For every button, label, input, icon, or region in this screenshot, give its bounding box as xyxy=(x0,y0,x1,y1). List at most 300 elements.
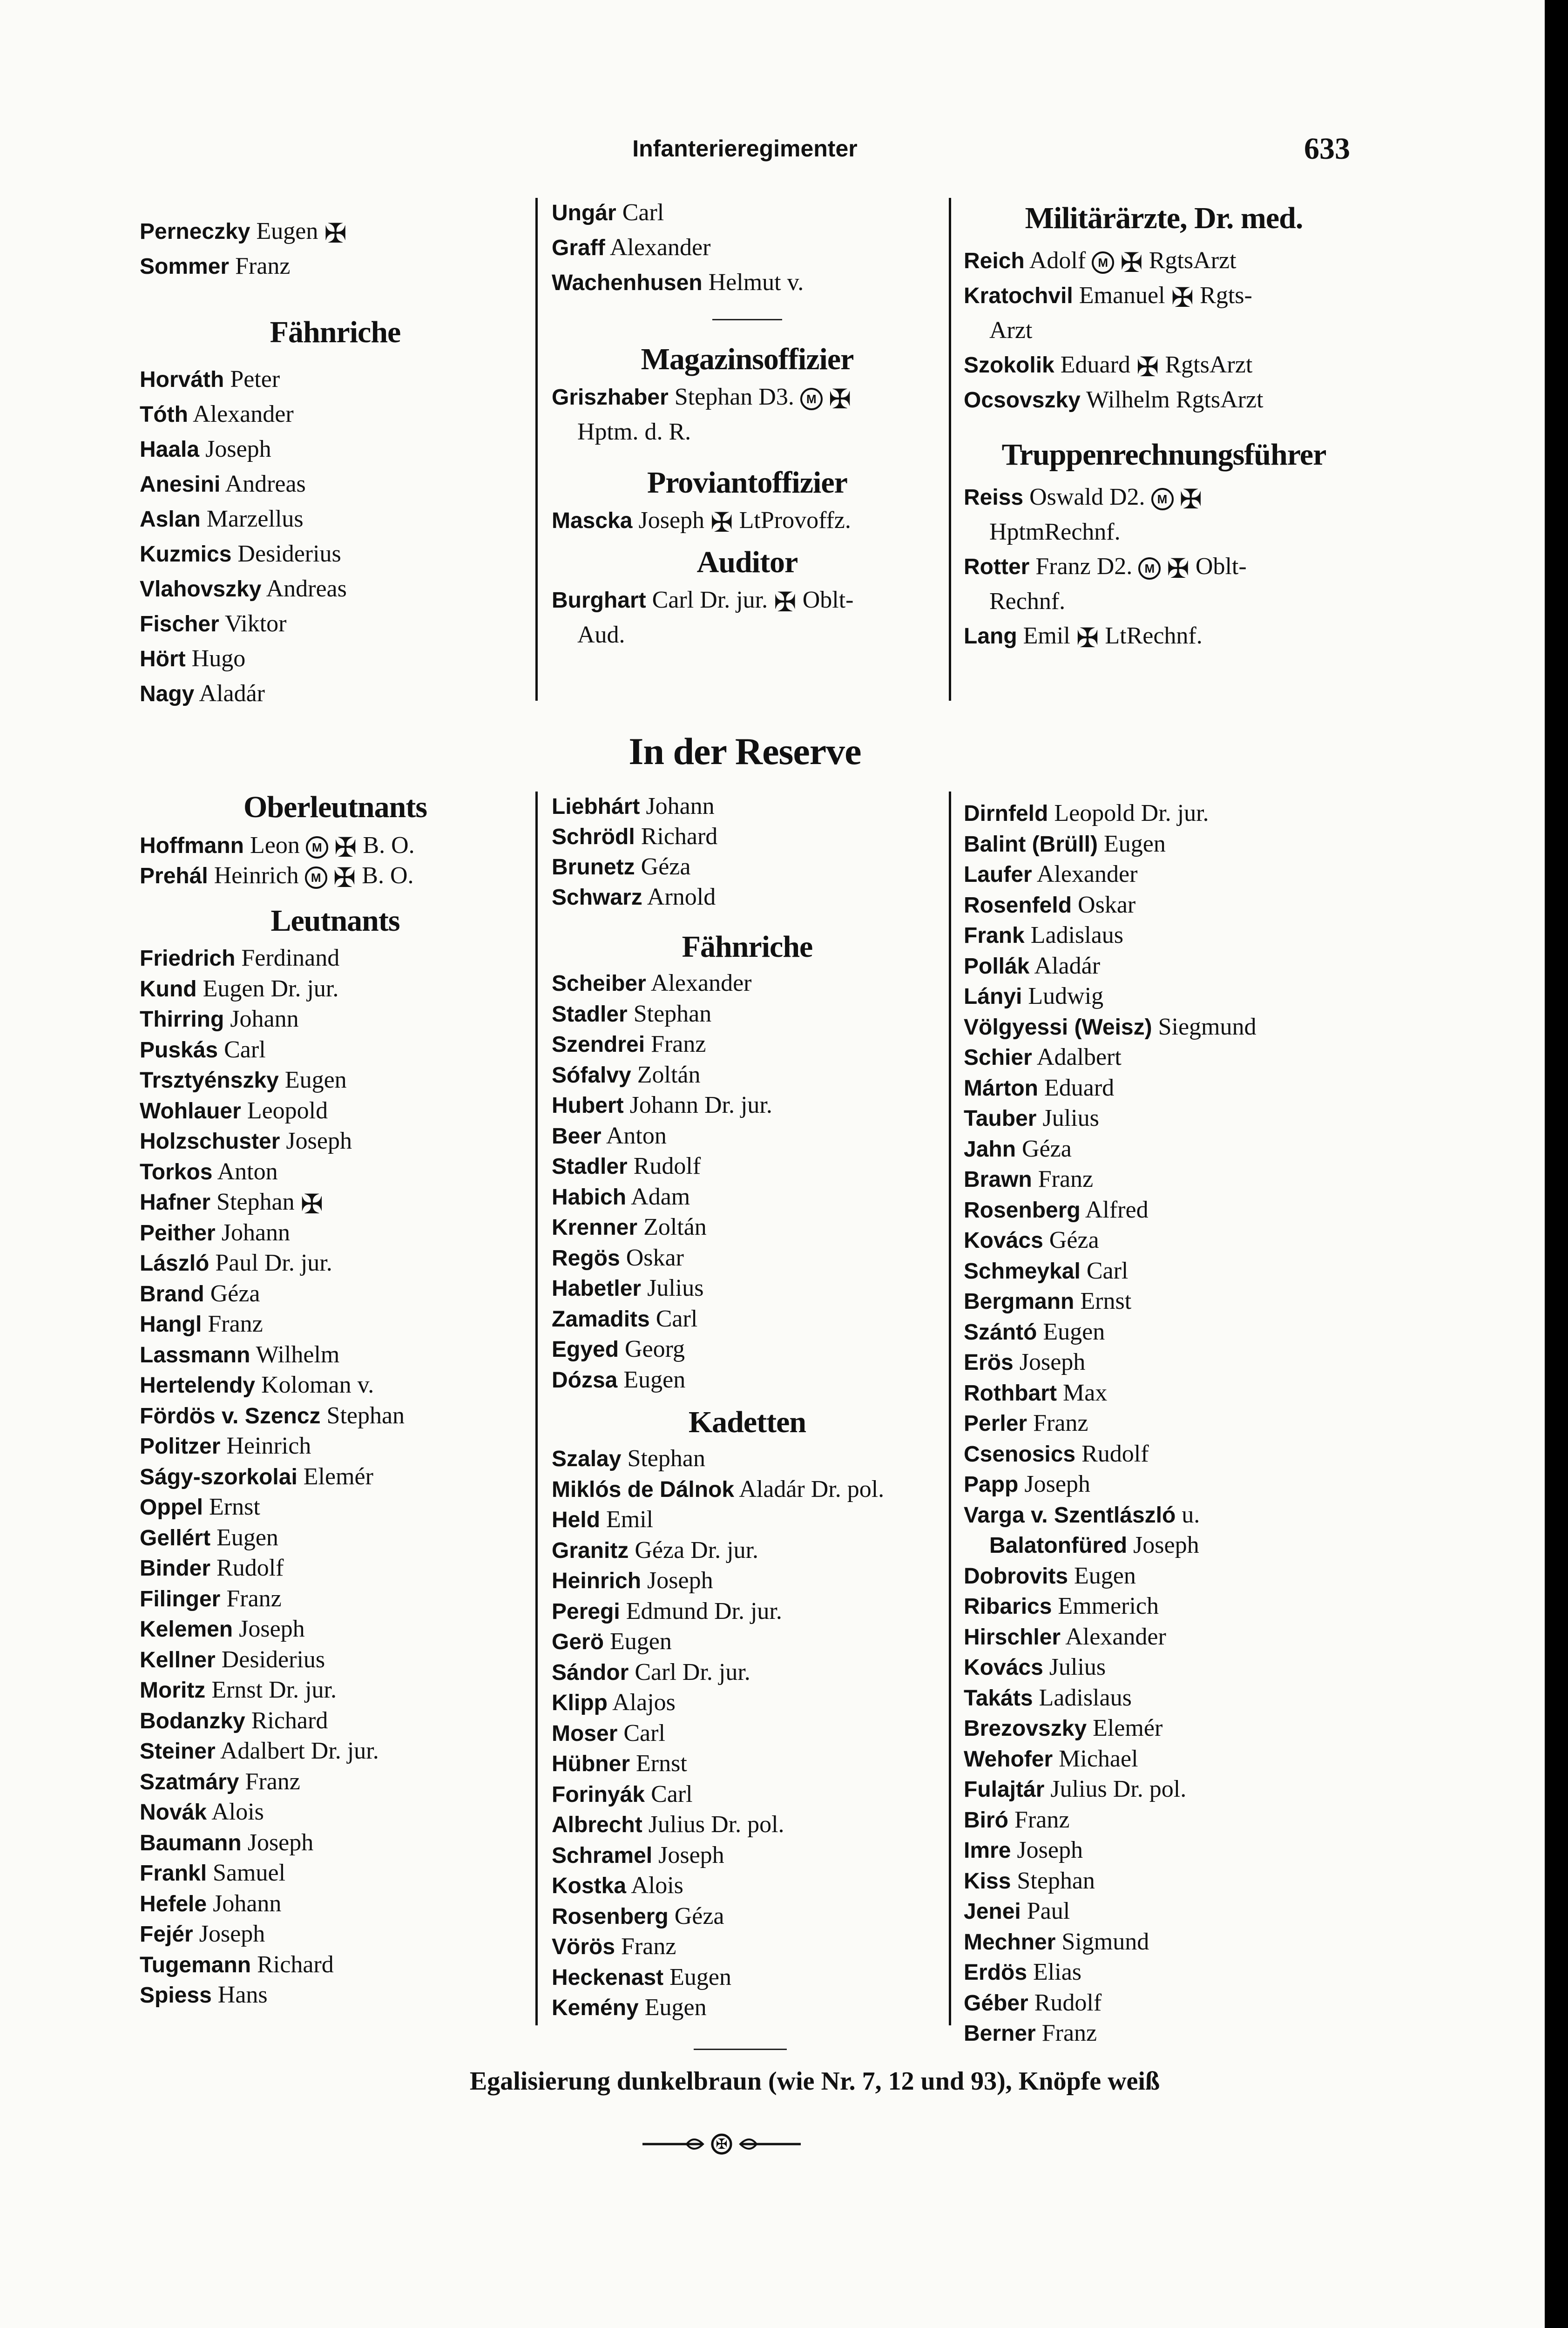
entry-given-name: Franz xyxy=(1041,2020,1097,2046)
entry-surname: Anesini xyxy=(140,472,221,497)
entry-given-name: Carl xyxy=(1086,1257,1129,1284)
entry-surname: Thirring xyxy=(140,1007,224,1032)
entry-surname: Hoffmann xyxy=(140,833,244,858)
entry-anesini xyxy=(140,467,531,502)
entry-given-name: Franz xyxy=(1033,1410,1088,1436)
entry-given-name: Johann xyxy=(221,1219,291,1246)
entry-given-name: Siegmund xyxy=(1158,1013,1257,1040)
entry-surname: Zamadits xyxy=(552,1306,650,1332)
entry-continuation xyxy=(964,313,1364,348)
entry-brezovszky xyxy=(964,1713,1364,1744)
entry-given-name: Rudolf xyxy=(633,1153,701,1179)
column-2-bottom xyxy=(552,792,943,2023)
entry-surname: Schramel xyxy=(552,1843,653,1868)
entry-given-name: Aladár xyxy=(199,680,265,707)
entry-given-name: Carl xyxy=(622,199,664,226)
entry-given-name: Joseph xyxy=(638,507,705,534)
entry-surname: Hubert xyxy=(552,1093,624,1118)
entry-given-name: Emmerich xyxy=(1058,1593,1159,1619)
entry-surname: Schrödl xyxy=(552,825,635,849)
entry-given-name: Paul Dr. jur. xyxy=(215,1250,332,1276)
entry-given-name: Desiderius xyxy=(221,1646,325,1673)
entry-granitz xyxy=(552,1536,943,1566)
entry-continuation-text: Rechnf. xyxy=(989,588,1066,615)
entry-rosenberg xyxy=(552,1902,943,1932)
entry-reiss xyxy=(964,480,1364,515)
entry-rank: LtRechnf. xyxy=(1105,623,1203,649)
entry-haala xyxy=(140,432,531,467)
entry-given-name: Eduard xyxy=(1044,1074,1115,1101)
entry-surname: Jahn xyxy=(964,1137,1016,1162)
entry-surname: Völgyessi (Weisz) xyxy=(964,1015,1152,1040)
entry-rank: Rgts- xyxy=(1200,282,1252,309)
entry-surname: Tóth xyxy=(140,402,188,427)
entry-mechner xyxy=(964,1927,1364,1958)
entry-schier xyxy=(964,1042,1364,1073)
entry-kellner xyxy=(140,1645,531,1676)
entry-baumann xyxy=(140,1828,531,1859)
entry-surname: Rosenberg xyxy=(964,1198,1081,1223)
entry-holzschuster xyxy=(140,1126,531,1157)
entry-given-name: Oswald D2. xyxy=(1029,484,1145,510)
entry-egyed xyxy=(552,1334,943,1365)
medal-icon: M xyxy=(1092,251,1114,274)
entry-geber xyxy=(964,1988,1364,2019)
entry-given-name: Helmut v. xyxy=(708,269,804,296)
entry-surname: Heckenast xyxy=(552,1965,664,1990)
medal-icon: M xyxy=(1151,488,1174,510)
entry-given-name: Eugen Dr. jur. xyxy=(203,975,339,1002)
entry-surname: Horváth xyxy=(140,367,224,392)
entry-surname: Kratochvil xyxy=(964,284,1073,308)
entry-politzer xyxy=(140,1431,531,1462)
cross-decoration-icon: ✠ xyxy=(334,832,357,864)
entry-dirnfeld xyxy=(964,799,1364,829)
entry-kund xyxy=(140,974,531,1005)
entry-surname: Berner xyxy=(964,2021,1036,2046)
entry-horvath xyxy=(140,362,531,397)
entry-brand xyxy=(140,1279,531,1310)
entry-surname: Frank xyxy=(964,923,1025,948)
entry-surname: Gerö xyxy=(552,1630,604,1654)
entry-surname: Pollák xyxy=(964,954,1030,979)
entry-surname: Rothbart xyxy=(964,1381,1057,1406)
entry-given-name: Alois xyxy=(211,1799,264,1825)
entry-surname: Stadler xyxy=(552,1154,628,1179)
entry-surname: Politzer xyxy=(140,1434,221,1459)
entry-pollak xyxy=(964,951,1364,982)
entry-given-name: Emil xyxy=(1023,623,1070,649)
cross-decoration-icon: ✠ xyxy=(324,217,347,250)
entry-given-name: Ludwig xyxy=(1028,983,1104,1009)
entry-ocsovszky xyxy=(964,383,1364,418)
entry-surname: Regös xyxy=(552,1245,620,1271)
entry-rothbart xyxy=(964,1378,1364,1409)
entry-given-name: Eugen xyxy=(256,218,318,244)
entry-surname: Brawn xyxy=(964,1167,1032,1192)
entry-novak xyxy=(140,1797,531,1828)
entry-continuation xyxy=(552,618,943,652)
entry-gero xyxy=(552,1627,943,1658)
column-3-top xyxy=(964,198,1364,654)
medal-icon: M xyxy=(1138,557,1161,580)
entry-given-name: Oskar xyxy=(1078,891,1136,918)
entry-given-name: Carl xyxy=(656,1305,698,1332)
entry-given-name: Ernst Dr. jur. xyxy=(211,1677,337,1703)
entry-given-name: Leopold Dr. jur. xyxy=(1054,800,1209,826)
entry-surname: Szántó xyxy=(964,1320,1037,1345)
entry-surname: Bodanzky xyxy=(140,1708,245,1733)
entry-given-name: Johann xyxy=(213,1890,282,1917)
entry-given-name: Stephan xyxy=(633,1000,712,1027)
entry-graff xyxy=(552,230,943,265)
entry-hubner xyxy=(552,1749,943,1780)
entry-given-name: Julius xyxy=(647,1275,704,1301)
cross-decoration-icon: ✠ xyxy=(1179,483,1203,515)
entry-fulajtar xyxy=(964,1774,1364,1805)
cross-decoration-icon: ✠ xyxy=(1136,351,1159,383)
entry-continuation xyxy=(552,415,943,449)
entry-given-name: Zoltán xyxy=(637,1061,701,1088)
entry-given-name: Edmund Dr. jur. xyxy=(626,1597,782,1624)
entry-given-name: Joseph xyxy=(1019,1349,1086,1375)
entry-given-name: Joseph xyxy=(658,1841,724,1868)
entry-surname: Prehál xyxy=(140,864,208,888)
entry-zamadits xyxy=(552,1304,943,1335)
entry-given-name: Joseph xyxy=(199,1921,265,1947)
entry-continuation-text: Aud. xyxy=(577,622,625,648)
cross-decoration-icon: ✠ xyxy=(1171,282,1194,314)
entry-given-name: Leopold xyxy=(247,1097,328,1124)
section-title-reserve: In der Reserve xyxy=(629,730,861,772)
entry-sandor xyxy=(552,1658,943,1688)
running-head: Infanterieregimenter xyxy=(632,135,858,162)
entry-surname: Moritz xyxy=(140,1678,206,1703)
section-title-proviant: Proviantoffizier xyxy=(647,466,847,500)
column-rule-bottom-right xyxy=(949,792,951,2025)
entry-klipp xyxy=(552,1688,943,1719)
entry-given-name: Johann xyxy=(646,793,715,819)
medal-icon: M xyxy=(305,866,327,889)
cross-decoration-icon: ✠ xyxy=(333,862,356,894)
entry-given-name: Joseph xyxy=(1017,1837,1083,1863)
entry-given-name: Samuel xyxy=(213,1860,286,1886)
entry-toth xyxy=(140,397,531,432)
entry-given-name: Marzellus xyxy=(206,506,304,532)
entry-surname: Dirnfeld xyxy=(964,801,1048,826)
entry-volgyessi-weisz xyxy=(964,1012,1364,1043)
entry-given-name: Alexander xyxy=(1065,1623,1166,1650)
entry-surname: Dózsa xyxy=(552,1367,618,1393)
entry-dobrovits xyxy=(964,1561,1364,1592)
entry-balint-brull xyxy=(964,829,1364,860)
entry-given-name: Alexander xyxy=(1036,861,1138,887)
entry-given-name: Stephan xyxy=(1017,1867,1095,1894)
entry-hubert xyxy=(552,1090,943,1121)
entry-surname: Hafner xyxy=(140,1190,211,1215)
entry-kelemen xyxy=(140,1614,531,1645)
entry-szatmary xyxy=(140,1767,531,1798)
entry-given-name: Carl xyxy=(651,1780,693,1807)
entry-surname: Takáts xyxy=(964,1685,1033,1711)
entry-surname: Egyed xyxy=(552,1337,619,1362)
entry-peregi xyxy=(552,1597,943,1627)
entry-given-name: Alexander xyxy=(650,970,752,996)
entry-surname: Kelemen xyxy=(140,1617,233,1642)
entry-hertelendy xyxy=(140,1370,531,1401)
entry-surname: Moser xyxy=(552,1721,618,1746)
column-1-bottom xyxy=(140,787,531,2011)
entry-heckenast xyxy=(552,1963,943,1993)
entry-surname: Perneczky xyxy=(140,219,250,244)
entry-given-name: Oskar xyxy=(626,1244,684,1271)
entry-surname: Wohlauer xyxy=(140,1098,241,1123)
entry-surname: Brezovszky xyxy=(964,1716,1087,1741)
entry-surname: Kund xyxy=(140,976,197,1002)
svg-text:✠: ✠ xyxy=(716,2136,728,2152)
entry-given-name: Joseph xyxy=(247,1829,314,1856)
entry-given-name: u. xyxy=(1182,1501,1200,1528)
entry-given-name: Leon xyxy=(250,832,300,859)
entry-surname: Kemény xyxy=(552,1996,639,2020)
entry-given-name: Alois xyxy=(631,1872,683,1899)
entry-dozsa xyxy=(552,1365,943,1396)
entry-given-name: Richard xyxy=(641,823,718,850)
entry-continuation xyxy=(964,515,1364,549)
entry-given-name: Wilhelm xyxy=(256,1341,340,1368)
entry-eros xyxy=(964,1347,1364,1378)
entry-surname: Rosenfeld xyxy=(964,893,1072,918)
entry-given-name: Max xyxy=(1062,1379,1108,1406)
entry-surname: Reiss xyxy=(964,485,1024,510)
entry-lanyi xyxy=(964,981,1364,1012)
entry-rank: RgtsArzt xyxy=(1165,352,1253,378)
entry-surname: Schier xyxy=(964,1045,1032,1070)
entry-surname: Friedrich xyxy=(140,946,236,971)
entry-given-name: Aladár Dr. pol. xyxy=(739,1475,885,1502)
medal-icon: M xyxy=(800,388,823,410)
entry-given-name: Johann Dr. jur. xyxy=(629,1092,772,1118)
entry-given-name: Carl Dr. jur. xyxy=(652,587,768,613)
entry-biro xyxy=(964,1805,1364,1836)
entry-given-name: Elias xyxy=(1033,1959,1082,1985)
entry-habetler xyxy=(552,1273,943,1304)
entry-surname: Ribarics xyxy=(964,1594,1052,1619)
entry-given-name: Ernst xyxy=(1080,1288,1132,1314)
entry-surname: Baumann xyxy=(140,1830,242,1855)
entry-given-name: Koloman v. xyxy=(261,1372,374,1398)
entry-given-name: Eduard xyxy=(1060,352,1130,378)
entry-surname: Steiner xyxy=(140,1739,216,1764)
entry-given-name: Julius Dr. pol. xyxy=(648,1811,784,1838)
entry-schrodl xyxy=(552,822,943,852)
entry-given-name: Heinrich xyxy=(226,1433,311,1459)
entry-schmeykal xyxy=(964,1256,1364,1287)
entry-stadler xyxy=(552,999,943,1030)
entry-surname: Beer xyxy=(552,1123,602,1149)
entry-given-name: Franz xyxy=(1038,1166,1094,1192)
entry-papp xyxy=(964,1469,1364,1500)
entry-surname: Szokolik xyxy=(964,353,1054,378)
entry-sommer xyxy=(140,249,531,284)
separator-line xyxy=(712,319,782,320)
entry-jahn xyxy=(964,1134,1364,1165)
entry-szokolik xyxy=(964,348,1364,383)
footer-note: Egalisierung dunkelbraun (wie Nr. 7, 12 und 93), Knöpfe weiß xyxy=(469,2067,1160,2096)
cross-decoration-icon: ✠ xyxy=(828,383,852,415)
entry-albrecht xyxy=(552,1810,943,1841)
entry-given-name: Michael xyxy=(1059,1745,1138,1772)
entry-erdos xyxy=(964,1957,1364,1988)
entry-burghart xyxy=(552,583,943,618)
entry-szalay xyxy=(552,1444,943,1475)
entry-continuation-text: Joseph xyxy=(1133,1532,1199,1558)
entry-surname: Jenei xyxy=(964,1899,1021,1924)
entry-rosenberg xyxy=(964,1195,1364,1226)
entry-given-name: Desiderius xyxy=(237,541,341,567)
entry-rosenfeld xyxy=(964,890,1364,921)
entry-tauber xyxy=(964,1103,1364,1134)
entry-regos xyxy=(552,1243,943,1274)
entry-varga-v-szentlaszlo xyxy=(964,1500,1364,1531)
entry-surname: Tauber xyxy=(964,1106,1037,1131)
entry-torkos xyxy=(140,1157,531,1188)
entry-given-name: Alajos xyxy=(612,1689,676,1716)
entry-surname: Géber xyxy=(964,1990,1028,2016)
entry-surname: Peither xyxy=(140,1220,216,1245)
entry-fejer xyxy=(140,1919,531,1950)
entry-perneczky xyxy=(140,214,531,249)
entry-given-name: Eugen xyxy=(623,1366,686,1393)
entry-surname: Kellner xyxy=(140,1647,216,1672)
entry-fischer xyxy=(140,607,531,642)
entry-rank: B. O. xyxy=(363,832,415,859)
entry-hirschler xyxy=(964,1622,1364,1653)
medal-icon: M xyxy=(306,836,328,859)
entry-given-name: Franz xyxy=(621,1933,676,1960)
entry-given-name: Rudolf xyxy=(1081,1440,1149,1467)
entry-rank: LtProvoffz. xyxy=(739,507,851,534)
entry-berner xyxy=(964,2018,1364,2049)
entry-given-name: Alexander xyxy=(193,401,294,427)
entry-surname: Kovács xyxy=(964,1228,1043,1253)
column-2-top xyxy=(552,196,943,652)
entry-given-name: Stephan xyxy=(216,1189,295,1215)
entry-continuation-text: Arzt xyxy=(989,317,1033,344)
entry-given-name: Ladislaus xyxy=(1039,1684,1132,1711)
entry-surname: Holzschuster xyxy=(140,1129,280,1154)
entry-surname: Klipp xyxy=(552,1691,608,1715)
entry-surname: Hört xyxy=(140,647,186,671)
entry-sofalvy xyxy=(552,1060,943,1091)
entry-habich xyxy=(552,1182,943,1213)
entry-thirring xyxy=(140,1004,531,1035)
entry-given-name: Ferdinand xyxy=(241,945,340,971)
section-title-militaeraerzte: Militärärzte, Dr. med. xyxy=(1025,201,1303,235)
entry-surname: Perler xyxy=(964,1411,1027,1436)
entry-wehofer xyxy=(964,1744,1364,1775)
entry-surname: Csenosics xyxy=(964,1441,1076,1467)
entry-given-name: Géza xyxy=(1022,1135,1072,1162)
entry-rank: B. O. xyxy=(362,862,414,889)
entry-kovacs xyxy=(964,1225,1364,1256)
entry-given-name: Arnold xyxy=(647,884,716,910)
entry-held xyxy=(552,1505,943,1536)
page-number: 633 xyxy=(1304,132,1350,166)
entry-surname: Torkos xyxy=(140,1159,213,1184)
entry-given-name: Adolf xyxy=(1029,247,1086,274)
entry-continuation-text: HptmRechnf. xyxy=(989,519,1121,545)
entry-surname: Ungár xyxy=(552,201,616,225)
entry-surname: Balint (Brüll) xyxy=(964,832,1098,857)
entry-given-name: Hans xyxy=(217,1982,268,2008)
entry-continuation-name: Balatonfüred xyxy=(989,1533,1128,1558)
entry-surname: Oppel xyxy=(140,1495,203,1520)
entry-kovacs xyxy=(964,1652,1364,1683)
entry-hafner xyxy=(140,1187,531,1218)
entry-surname: Mechner xyxy=(964,1929,1056,1955)
entry-given-name: Eugen xyxy=(216,1524,278,1551)
entry-steiner xyxy=(140,1736,531,1767)
entry-surname: Krenner xyxy=(552,1215,638,1240)
entry-given-name: Joseph xyxy=(286,1128,352,1154)
entry-given-name: Franz xyxy=(651,1031,706,1057)
entry-surname: Papp xyxy=(964,1472,1019,1497)
entry-surname: Miklós de Dálnok xyxy=(552,1477,735,1502)
entry-krenner xyxy=(552,1212,943,1243)
entry-kemeny xyxy=(552,1993,943,2023)
entry-surname: Rotter xyxy=(964,555,1030,579)
entry-kratochvil xyxy=(964,278,1364,313)
section-title-leutnants: Leutnants xyxy=(270,904,400,938)
entry-wohlauer xyxy=(140,1096,531,1127)
entry-brunetz xyxy=(552,852,943,882)
entry-given-name: Andreas xyxy=(266,575,347,602)
entry-forinyak xyxy=(552,1780,943,1810)
entry-given-name: Franz xyxy=(235,253,291,279)
entry-given-name: Ladislaus xyxy=(1030,922,1124,948)
entry-surname: Hefele xyxy=(140,1891,207,1916)
column-1-top xyxy=(140,214,531,711)
entry-given-name: Peter xyxy=(230,366,280,393)
entry-given-name: Franz D2. xyxy=(1035,553,1133,580)
entry-surname: Granitz xyxy=(552,1538,629,1563)
section-title-faehnriche: Fähnriche xyxy=(270,315,401,349)
cross-decoration-icon: ✠ xyxy=(710,507,733,539)
entry-surname: Márton xyxy=(964,1076,1038,1101)
section-title-reserve-faehnriche: Fähnriche xyxy=(682,930,813,964)
footer-rule xyxy=(694,2049,787,2050)
entry-laufer xyxy=(964,859,1364,890)
entry-surname: Vörös xyxy=(552,1935,615,1959)
entry-surname: Lang xyxy=(964,624,1017,649)
section-title-oberleutnants: Oberleutnants xyxy=(243,790,427,824)
entry-moser xyxy=(552,1719,943,1749)
entry-bodanzky xyxy=(140,1706,531,1737)
entry-given-name: Johann xyxy=(230,1006,299,1032)
entry-surname: Hirschler xyxy=(964,1624,1061,1650)
entry-given-name: Géza Dr. jur. xyxy=(635,1536,759,1563)
entry-surname: Trsztyénszky xyxy=(140,1068,279,1093)
entry-surname: Held xyxy=(552,1508,601,1532)
entry-surname: Sommer xyxy=(140,254,230,279)
entry-surname: Sándor xyxy=(552,1660,629,1685)
entry-gellert xyxy=(140,1523,531,1554)
entry-given-name: Sigmund xyxy=(1061,1928,1149,1955)
entry-surname: Novák xyxy=(140,1800,207,1825)
entry-surname: Szatmáry xyxy=(140,1769,239,1794)
entry-given-name: Carl xyxy=(224,1036,266,1063)
